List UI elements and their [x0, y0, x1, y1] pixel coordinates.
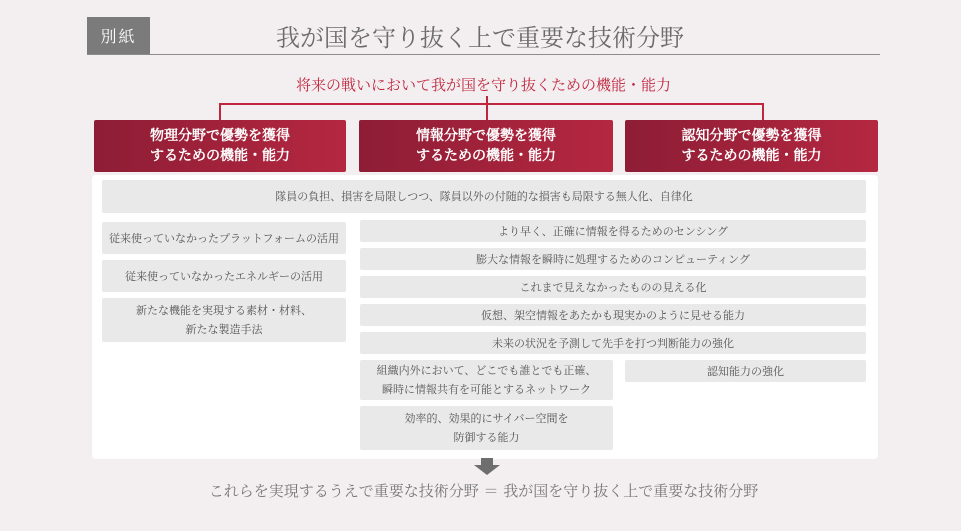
capability-new-materials: 新たな機能を実現する素材・材料、 新たな製造手法	[102, 298, 346, 342]
appendix-badge: 別紙	[87, 17, 150, 54]
conclusion-text: これらを実現するうえで重要な技術分野 ＝ 我が国を守り抜く上で重要な技術分野	[208, 481, 759, 500]
capability-virtual-information: 仮想、架空情報をあたかも現実かのように見せる能力	[360, 304, 866, 326]
connector-left	[219, 103, 221, 120]
down-arrow-head-icon	[474, 465, 500, 475]
capability-cognitive-enhancement: 認知能力の強化	[625, 360, 866, 382]
capability-prediction: 未来の状況を予測して先手を打つ判断能力の強化	[360, 332, 866, 354]
category-physical: 物理分野で優勢を獲得 するための機能・能力	[94, 120, 346, 172]
connector-horizontal	[219, 103, 764, 105]
capability-new-energy: 従来使っていなかったエネルギーの活用	[102, 260, 346, 292]
connector-center	[486, 103, 488, 120]
capability-network: 組織内外において、どこでも誰とでも正確、 瞬時に情報共有を可能とするネットワーク	[360, 360, 613, 400]
diagram-subtitle: 将来の戦いにおいて我が国を守り抜くための機能・能力	[295, 75, 671, 94]
category-cognitive: 認知分野で優勢を獲得 するための機能・能力	[625, 120, 878, 172]
category-information: 情報分野で優勢を獲得 するための機能・能力	[359, 120, 613, 172]
down-arrow-icon	[481, 458, 493, 465]
page-title: 我が国を守り抜く上で重要な技術分野	[276, 24, 684, 52]
capability-visualization: これまで見えなかったものの見える化	[360, 276, 866, 298]
capability-new-platforms: 従来使っていなかったプラットフォームの活用	[102, 222, 346, 254]
capability-computing: 膨大な情報を瞬時に処理するためのコンピューティング	[360, 248, 866, 270]
connector-right	[762, 103, 764, 120]
capability-cyber-defense: 効率的、効果的にサイバー空間を 防御する能力	[360, 406, 613, 450]
capability-sensing: より早く、正確に情報を得るためのセンシング	[360, 220, 866, 242]
capability-unmanned-autonomy: 隊員の負担、損害を局限しつつ、隊員以外の付随的な損害も局限する無人化、自律化	[102, 180, 866, 213]
title-divider	[87, 54, 880, 55]
